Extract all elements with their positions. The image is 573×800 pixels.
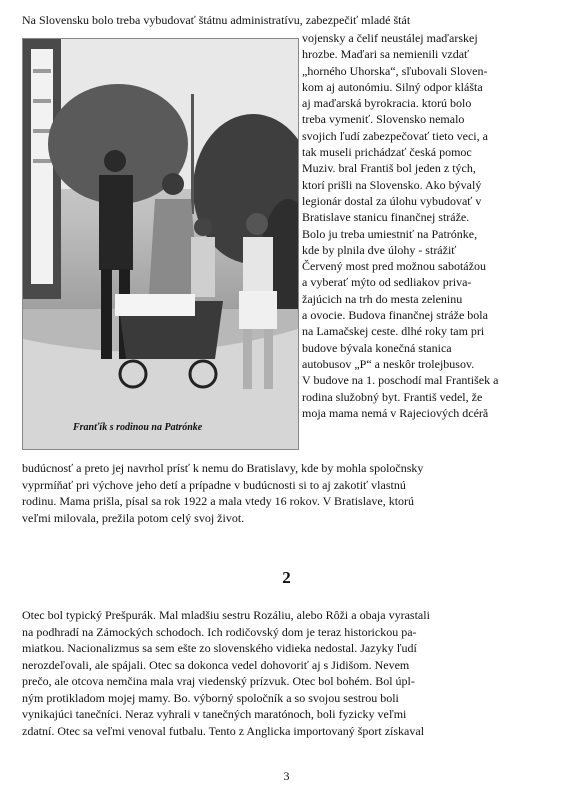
text-line: žajúcich na trh do mesta zeleninu xyxy=(302,291,463,306)
text-line: vojenskу a čelif neustálej maďarskej xyxy=(302,31,478,45)
text-line: legionár dostal za úlohu vybudovať v xyxy=(302,193,482,208)
text-line: Otec bol typický Prešpurák. Mal mladšiu sestru Rozáliu, alebo Rôži a obaja vyrastali xyxy=(22,608,430,622)
text-line: a vyberať mýto od sedliakov priva- xyxy=(302,275,472,290)
page-number: 3 xyxy=(283,769,290,783)
text-line: miatkou. Nacionalizmus sa sem ešte zo slovenského vidieka nedostal. Jazyky ľudí xyxy=(22,641,417,655)
text-line: ktorí prišli na Slovensko. Ako bývalý xyxy=(302,177,482,192)
text-line: Bolo ju treba umiestniť na Patrónke, xyxy=(302,226,478,241)
text-line: rodina služobný byt. Františ vedel, že xyxy=(302,389,483,404)
text-line: budúcnosť a preto jej navrhol prísť k nemu do Bratislavy, kde by mohla spoločnsky xyxy=(22,461,424,475)
text-line: vynikajúci tanečníci. Neraz vyhrali v tanečných maratónoch, boli fyzicky veľmi xyxy=(22,707,407,721)
chapter-number: 2 xyxy=(282,568,291,587)
text-line: svojich ľudí zabezpečovať tieto veci, a xyxy=(302,128,488,143)
text-line: zdatní. Otec sa veľmi venoval futbalu. Tento z Anglicka importovaný šport získaval xyxy=(22,723,425,738)
family-photo xyxy=(22,38,299,450)
text-line: moja mama nemá v Rajeciových dcéră xyxy=(302,405,489,420)
text-line: V budove na 1. poschodí mal František a xyxy=(302,373,499,388)
text-line: kde by plnila dve úlohy - strážiť xyxy=(302,242,457,257)
paragraph-1-side-column xyxy=(302,30,557,421)
paragraph-1-full-width xyxy=(22,460,552,526)
text-line: ným protikladom mojej mamy. Bo. výborný spoločník a so svojou sestrou boli xyxy=(22,690,399,705)
paragraph-1-first-line: Na Slovensku bolo treba vybudovať štátnu administratívu, zabezpečiť mladé štát xyxy=(22,13,411,27)
text-line: prečo, ale otcova nemčina mala vraj viedenský prízvuk. Otec bol bohém. Bol úpl- xyxy=(22,674,415,688)
photo-caption: Franťík s rodinou na Patrónke xyxy=(73,422,203,433)
text-line: tak museli prichádzať česká pomoc xyxy=(302,145,472,160)
text-line: budove bývala konečná stanica xyxy=(302,340,452,355)
text-line: nerozdeľovali, ale spájali. Otec sa dokonca vedel dohovoriť aj s Jidišom. Nevem xyxy=(22,657,410,672)
text-line: a ovocie. Budova finančnej stráže bola xyxy=(302,308,488,323)
text-line: „horného Uhorska“, sľubovali Sloven- xyxy=(302,63,488,78)
text-line: kom aj autonómiu. Silný odpor kláštа xyxy=(302,79,483,94)
text-line: na podhradí na Zámockých schodoch. Ich rodičovský dom je teraz historickou pa- xyxy=(22,624,417,639)
text-line: aj maďarská byrokracia. ktorú bolo xyxy=(302,96,472,111)
text-line: na Lamačskej ceste. dlhé roky tam pri xyxy=(302,324,485,339)
paragraph-2 xyxy=(22,607,557,739)
family-photo-drawing xyxy=(23,39,298,449)
text-line: hrozbe. Maďari sa nemienili vzdať xyxy=(302,47,470,62)
text-line: Červený most pred možnou sabotážou xyxy=(302,259,486,274)
text-line: treba vymeniť. Slovensko nemalo xyxy=(302,112,465,127)
text-line: vyprmíňať pri výchove jeho detí a prípadne v budúcnosti si to aj zakotiť vlastnú xyxy=(22,477,406,492)
text-line: rodinu. Mama prišla, písal sa rok 1922 a mala vtedy 16 rokov. V Bratislave, ktorú xyxy=(22,494,415,508)
text-line: Muziv. bral Františ bol jeden z tých, xyxy=(302,161,476,176)
text-line: Bratislave stanicu finančnej stráže. xyxy=(302,210,470,225)
text-line: autobusov „P“ a neskôr trolejbusov. xyxy=(302,356,475,371)
text-line: veľmi milovala, prežila potom celý svoj život. xyxy=(22,510,245,525)
